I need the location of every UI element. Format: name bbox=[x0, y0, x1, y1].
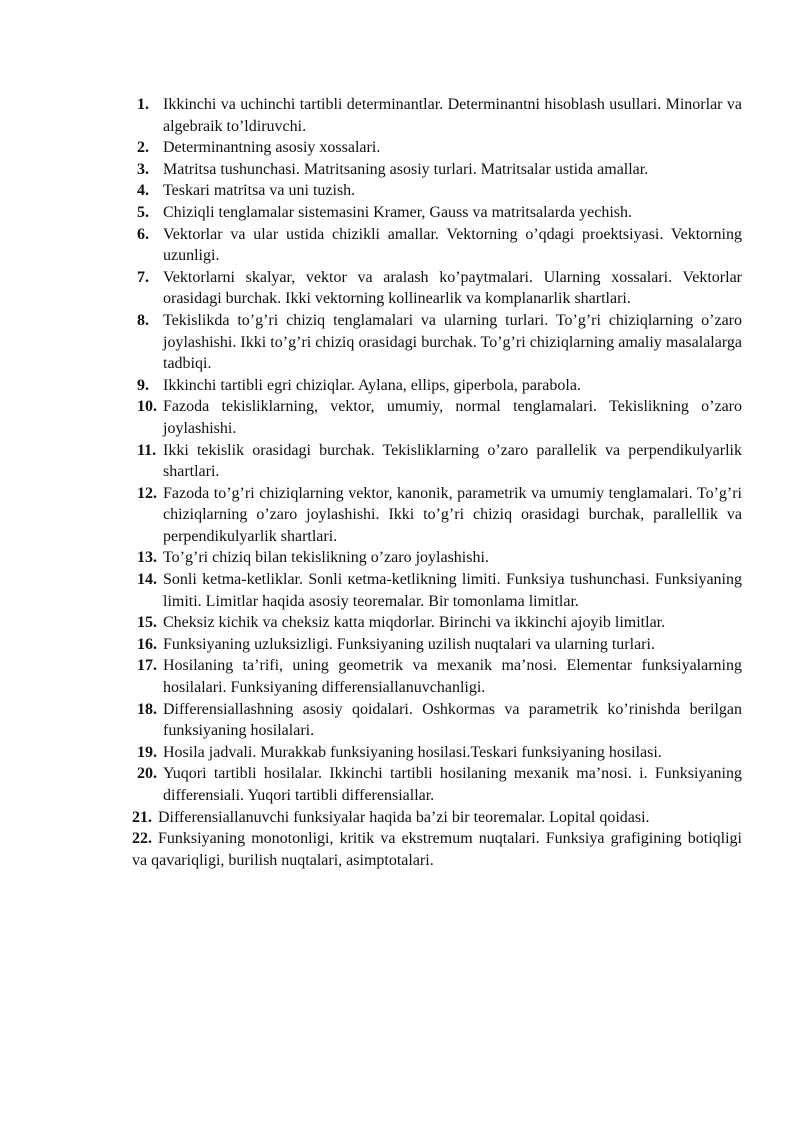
item-number: 10. bbox=[137, 398, 157, 416]
item-number: 1. bbox=[137, 96, 149, 113]
item-text: Funksiyaning monotonligi, kritik va ekstremum nuqtalari. Funksiya grafigining botiqligi va qavariqligi, burilish nuqtalari, asimptotalari. bbox=[132, 830, 742, 869]
item-number: 4. bbox=[137, 182, 149, 200]
item-number: 21. bbox=[132, 808, 152, 826]
list-item bbox=[137, 547, 742, 569]
list-item bbox=[137, 483, 742, 548]
item-text: To’g’ri chiziq bilan tekislikning o’zaro joylashishi. bbox=[163, 549, 489, 567]
list-item bbox=[137, 310, 742, 375]
list-item bbox=[137, 655, 742, 698]
item-text: Ikki tekislik orasidagi burchak. Tekisliklarning o’zaro parallelik va perpendikulyarlik shartlari. bbox=[163, 441, 742, 481]
item-text: Chiziqli tenglamalar sistemasini Kramer, Gauss va matritsalarda yechish. bbox=[163, 203, 632, 221]
item-number: 20. bbox=[137, 765, 157, 783]
item-text: Hosila jadvali. Murakkab funksiyaning hosilasi.Teskari funksiyaning hosilasi. bbox=[163, 743, 662, 761]
item-text: Matritsa tushunchasi. Matritsaning asosiy turlari. Matritsalar ustida amallar. bbox=[163, 160, 649, 178]
item-number: 12. bbox=[137, 484, 157, 502]
item-number: 3. bbox=[137, 160, 149, 178]
item-number: 16. bbox=[137, 635, 157, 653]
item-text: Vektorlar va ular ustida chizikli amallar. Vektorning o’qdagi proektsiyasi. Vektorning uzunligi. bbox=[163, 225, 742, 265]
item-text: Ikkinchi va uchinchi tartibli determinantlar. Determinantni hisoblash usullari. Minorlar va algebraik to’ldiruvchi. bbox=[163, 96, 742, 135]
item-number: 11. bbox=[137, 441, 157, 459]
item-number: 9. bbox=[137, 376, 149, 394]
item-number: 6. bbox=[137, 225, 149, 243]
item-number: 8. bbox=[137, 311, 149, 329]
list-item bbox=[137, 634, 742, 656]
list-item bbox=[137, 742, 742, 764]
item-text: Vektorlarni skalyar, vektor va aralash ko’paytmalari. Ularning xossalari. Vektorlar orasidagi burchak. Ikki vektorning kollinearlik va komplanarlik shartlari. bbox=[163, 268, 742, 308]
item-text: Sonli ketma-ketliklar. Sonli кetma-ketlikning limiti. Funksiya tushunchasi. Funksiyaning limiti. Limitlar haqida asosiy teoremalar. Bir tomonlama limitlar. bbox=[163, 571, 742, 610]
item-text: Teskari matritsa va uni tuzish. bbox=[163, 182, 356, 200]
item-number: 14. bbox=[137, 571, 157, 589]
list-item bbox=[137, 396, 742, 439]
list-item bbox=[132, 807, 742, 829]
item-text: Hosilaning ta’rifi, uning geometrik va mexanik ma’nosi. Elementar funksiyalarning hosilalari. Funksiyaning differensiallanuvchanligi. bbox=[163, 657, 742, 697]
item-text: Fazoda tekisliklarning, vektor, umumiy, normal tenglamalari. Tekislikning o’zaro joylashishi. bbox=[163, 398, 742, 437]
list-item bbox=[132, 828, 742, 871]
item-number: 19. bbox=[137, 743, 157, 761]
list-item bbox=[137, 569, 742, 612]
item-text: Tekislikda to’g’ri chiziq tenglamalari va ularning turlari. To’g’ri chiziqlarning o’zaro joylashishi. Ikki to’g’ri chiziq orasidagi burchak. To’g’ri chiziqlarning amaliy masalalarga tadbiqi. bbox=[163, 311, 742, 373]
list-item bbox=[137, 440, 742, 483]
item-number: 7. bbox=[137, 268, 149, 286]
item-number: 18. bbox=[137, 700, 157, 718]
item-text: Fazoda to’g’ri chiziqlarning vektor, kanonik, parametrik va umumiy tenglamalari. To’g’ri chiziqlarning o’zaro joylashishi. Ikki to’g’ri chiziq orasidagi burchak, parallellik va perpendikulyarlik shartlari. bbox=[163, 484, 742, 545]
topic-list bbox=[132, 94, 742, 871]
item-text: Differensiallanuvchi funksiyalar haqida ba’zi bir teoremalar. Lopital qoidasi. bbox=[158, 808, 650, 826]
item-number: 13. bbox=[137, 549, 157, 567]
item-number: 2. bbox=[137, 139, 149, 157]
list-item bbox=[137, 375, 742, 397]
item-text: Funksiyaning uzluksizligi. Funksiyaning uzilish nuqtalari va ularning turlari. bbox=[163, 635, 655, 653]
item-text: Yuqori tartibli hosilalar. Ikkinchi tartibli hosilaning mexanik ma’nosi. i. Funksiyaning differensiali. Yuqori tartibli differensiallar. bbox=[163, 765, 742, 804]
item-text: Differensiallashning asosiy qoidalari. Oshkormas va parametrik ko’rinishda berilgan funksiyaning hosilalari. bbox=[163, 700, 742, 740]
item-number: 5. bbox=[137, 203, 149, 221]
list-item bbox=[137, 612, 742, 634]
item-number: 22. bbox=[132, 830, 152, 848]
list-item bbox=[137, 763, 742, 806]
list-item bbox=[137, 137, 742, 159]
list-item bbox=[137, 224, 742, 267]
list-item bbox=[137, 267, 742, 310]
list-item bbox=[137, 699, 742, 742]
item-text: Cheksiz kichik va cheksiz katta miqdorlar. Birinchi va ikkinchi ajoyib limitlar. bbox=[163, 614, 666, 632]
item-text: Ikkinchi tartibli egri chiziqlar. Aylana, ellips, giperbola, parabola. bbox=[163, 376, 581, 394]
item-number: 15. bbox=[137, 614, 157, 632]
list-item bbox=[137, 202, 742, 224]
item-text: Determinantning asosiy xossalari. bbox=[163, 139, 381, 157]
item-number: 17. bbox=[137, 657, 157, 675]
list-item bbox=[137, 180, 742, 202]
list-item bbox=[137, 94, 742, 137]
list-item bbox=[137, 159, 742, 181]
